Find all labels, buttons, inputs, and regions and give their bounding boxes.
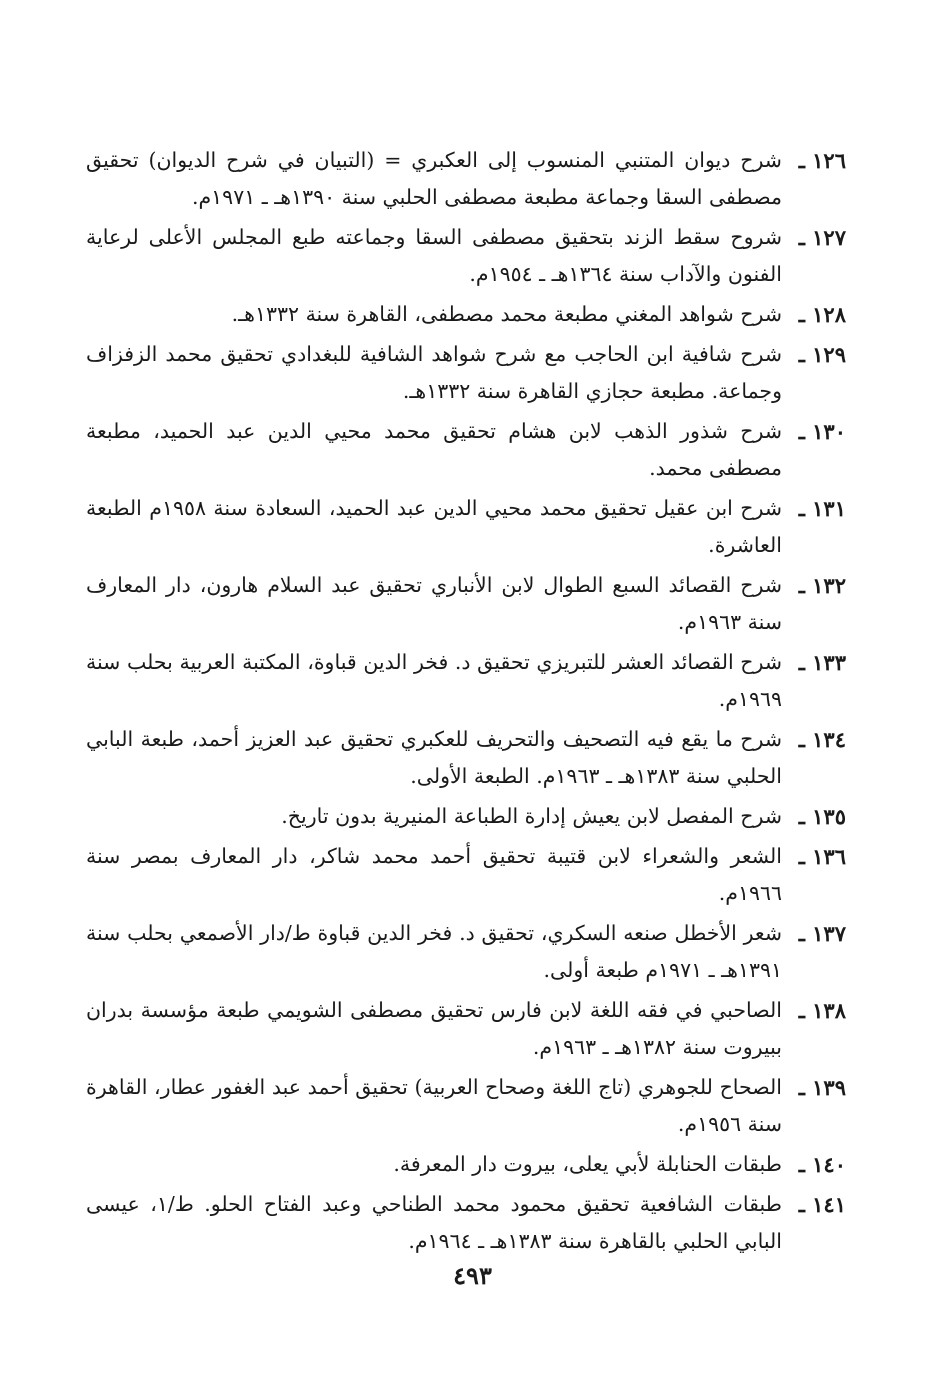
entry-number: ١٣٨ ـ — [798, 998, 846, 1023]
entry-text: الصحاح للجوهري (تاج اللغة وصحاح العربية) تحقيق أحمد عبد الغفور عطار، القاهرة سنة ١٩٥٦م. — [86, 1075, 782, 1136]
entry-text: شرح ديوان المتنبي المنسوب إلى العكبري = (التبيان في شرح الديوان) تحقيق مصطفى السقا وجماعة مطبعة مصطفى الحلبي سنة ١٣٩٠هـ ـ ١٩٧١م. — [86, 148, 782, 209]
list-item — [86, 142, 846, 216]
entry-number: ١٣١ ـ — [798, 496, 846, 521]
page-number: ٤٩٣ — [453, 1261, 492, 1290]
entry-text: الصاحبي في فقه اللغة لابن فارس تحقيق مصطفى الشويمي طبعة مؤسسة بدران ببيروت سنة ١٣٨٢هـ ـ ١٩٦٣م. — [86, 998, 782, 1059]
list-item — [86, 413, 846, 487]
entry-number: ١٢٧ ـ — [798, 225, 846, 250]
entry-text: شرح المفصل لابن يعيش إدارة الطباعة المنيرية بدون تاريخ. — [281, 804, 782, 828]
list-item — [86, 721, 846, 795]
entry-number: ١٣٥ ـ — [798, 804, 846, 829]
entry-number: ١٣٦ ـ — [798, 844, 846, 869]
entry-number: ١٢٦ ـ — [798, 148, 846, 173]
entry-text: طبقات الحنابلة لأبي يعلى، بيروت دار المعرفة. — [393, 1152, 782, 1176]
list-item — [86, 644, 846, 718]
entry-number: ١٣٤ ـ — [798, 727, 846, 752]
list-item — [86, 915, 846, 989]
list-item — [86, 336, 846, 410]
entry-number: ١٣٢ ـ — [798, 573, 846, 598]
entry-text: شرح القصائد العشر للتبريزي تحقيق د. فخر الدين قباوة، المكتبة العربية بحلب سنة ١٩٦٩م. — [86, 650, 782, 711]
list-item — [86, 838, 846, 912]
entry-text: شرح ما يقع فيه التصحيف والتحريف للعكبري تحقيق عبد العزيز أحمد، طبعة البابي الحلبي سنة ١٣٨٣هـ ـ ١٩٦٣م. الطبعة الأولى. — [86, 727, 782, 788]
entry-text: شرح شافية ابن الحاجب مع شرح شواهد الشافية للبغدادي تحقيق محمد الزفزاف وجماعة. مطبعة حجازي القاهرة سنة ١٣٣٢هـ. — [86, 342, 782, 403]
entry-number: ١٣٣ ـ — [798, 650, 846, 675]
entry-number: ١٣٩ ـ — [798, 1075, 846, 1100]
entry-number: ١٤٠ ـ — [798, 1152, 846, 1177]
entry-text: شرح شواهد المغني مطبعة محمد مصطفى، القاهرة سنة ١٣٣٢هـ. — [231, 302, 782, 326]
list-item — [86, 219, 846, 293]
entry-number: ١٣٧ ـ — [798, 921, 846, 946]
list-item — [86, 296, 846, 333]
entry-number: ١٢٩ ـ — [798, 342, 846, 367]
entry-number: ١٤١ ـ — [798, 1192, 846, 1217]
entry-number: ١٣٠ ـ — [798, 419, 846, 444]
entry-text: الشعر والشعراء لابن قتيبة تحقيق أحمد محمد شاكر، دار المعارف بمصر سنة ١٩٦٦م. — [86, 844, 782, 905]
entry-text: شرح شذور الذهب لابن هشام تحقيق محمد محيي الدين عبد الحميد، مطبعة مصطفى محمد. — [86, 419, 782, 480]
list-item — [86, 1069, 846, 1143]
entry-text: طبقات الشافعية تحقيق محمود محمد الطناحي وعبد الفتاح الحلو. ط/١، عيسى البابي الحلبي بالقاهرة سنة ١٣٨٣هـ ـ ١٩٦٤م. — [86, 1192, 783, 1253]
list-item — [86, 490, 846, 564]
list-item — [86, 567, 846, 641]
list-item — [86, 798, 846, 835]
bibliography-list — [86, 142, 846, 1263]
entry-text: شعر الأخطل صنعه السكري، تحقيق د. فخر الدين قباوة ط/دار الأصمعي بحلب سنة ١٣٩١هـ ـ ١٩٧١م طبعة أولى. — [86, 921, 782, 982]
entry-text: شرح ابن عقيل تحقيق محمد محيي الدين عبد الحميد، السعادة سنة ١٩٥٨م الطبعة العاشرة. — [86, 496, 782, 557]
list-item — [86, 1146, 846, 1183]
entry-number: ١٢٨ ـ — [798, 302, 846, 327]
entry-text: شرح القصائد السبع الطوال لابن الأنباري تحقيق عبد السلام هارون، دار المعارف سنة ١٩٦٣م. — [86, 573, 782, 634]
list-item — [86, 1186, 846, 1260]
entry-text: شروح سقط الزند بتحقيق مصطفى السقا وجماعته طبع المجلس الأعلى لرعاية الفنون والآداب سنة ١٣٦٤هـ ـ ١٩٥٤م. — [86, 225, 782, 286]
list-item — [86, 992, 846, 1066]
